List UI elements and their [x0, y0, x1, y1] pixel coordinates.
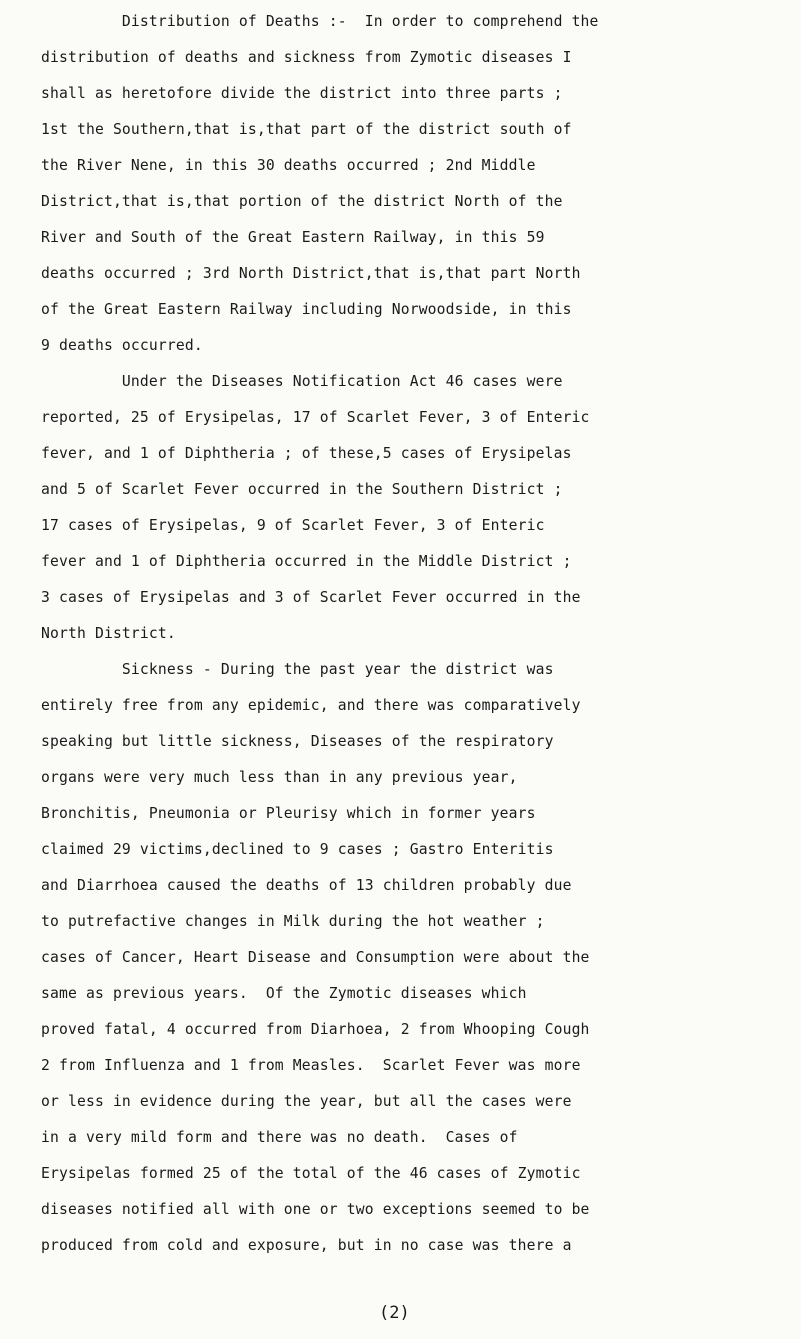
text-line: shall as heretofore divide the district into three parts ;	[41, 85, 563, 102]
text-line: 17 cases of Erysipelas, 9 of Scarlet Fever, 3 of Enteric	[41, 517, 545, 534]
text-line: the River Nene, in this 30 deaths occurred ; 2nd Middle	[41, 157, 536, 174]
text-line: to putrefactive changes in Milk during the hot weather ;	[41, 913, 545, 930]
text-line: 3 cases of Erysipelas and 3 of Scarlet Fever occurred in the	[41, 589, 581, 606]
text-line: deaths occurred ; 3rd North District,that is,that part North	[41, 265, 581, 282]
text-line: cases of Cancer, Heart Disease and Consumption were about the	[41, 949, 590, 966]
text-line: organs were very much less than in any previous year,	[41, 769, 518, 786]
text-line: Under the Diseases Notification Act 46 cases were	[41, 373, 563, 390]
text-line: and Diarrhoea caused the deaths of 13 children probably due	[41, 877, 572, 894]
page-number: (2)	[379, 1303, 410, 1323]
text-line: same as previous years. Of the Zymotic diseases which	[41, 985, 527, 1002]
text-line: diseases notified all with one or two exceptions seemed to be	[41, 1201, 590, 1218]
text-line: proved fatal, 4 occurred from Diarhoea, 2 from Whooping Cough	[41, 1021, 590, 1038]
text-line: in a very mild form and there was no death. Cases of	[41, 1129, 518, 1146]
text-line: 9 deaths occurred.	[41, 337, 203, 354]
text-line: and 5 of Scarlet Fever occurred in the Southern District ;	[41, 481, 563, 498]
text-line: fever and 1 of Diphtheria occurred in the Middle District ;	[41, 553, 572, 570]
text-line: District,that is,that portion of the district North of the	[41, 193, 563, 210]
text-line: produced from cold and exposure, but in no case was there a	[41, 1237, 572, 1254]
text-line: fever, and 1 of Diphtheria ; of these,5 cases of Erysipelas	[41, 445, 572, 462]
text-line: Distribution of Deaths :- In order to comprehend the	[41, 13, 599, 30]
text-line: or less in evidence during the year, but all the cases were	[41, 1093, 572, 1110]
text-line: of the Great Eastern Railway including Norwoodside, in this	[41, 301, 572, 318]
text-line: Erysipelas formed 25 of the total of the 46 cases of Zymotic	[41, 1165, 581, 1182]
text-line: entirely free from any epidemic, and there was comparatively	[41, 697, 581, 714]
text-line: 1st the Southern,that is,that part of the district south of	[41, 121, 572, 138]
text-line: Sickness - During the past year the district was	[41, 661, 554, 678]
text-line: claimed 29 victims,declined to 9 cases ; Gastro Enteritis	[41, 841, 554, 858]
text-line: speaking but little sickness, Diseases of the respiratory	[41, 733, 554, 750]
text-line: North District.	[41, 625, 176, 642]
text-line: reported, 25 of Erysipelas, 17 of Scarlet Fever, 3 of Enteric	[41, 409, 590, 426]
text-line: 2 from Influenza and 1 from Measles. Scarlet Fever was more	[41, 1057, 581, 1074]
text-line: River and South of the Great Eastern Railway, in this 59	[41, 229, 545, 246]
text-line: distribution of deaths and sickness from Zymotic diseases I	[41, 49, 572, 66]
text-line: Bronchitis, Pneumonia or Pleurisy which in former years	[41, 805, 536, 822]
